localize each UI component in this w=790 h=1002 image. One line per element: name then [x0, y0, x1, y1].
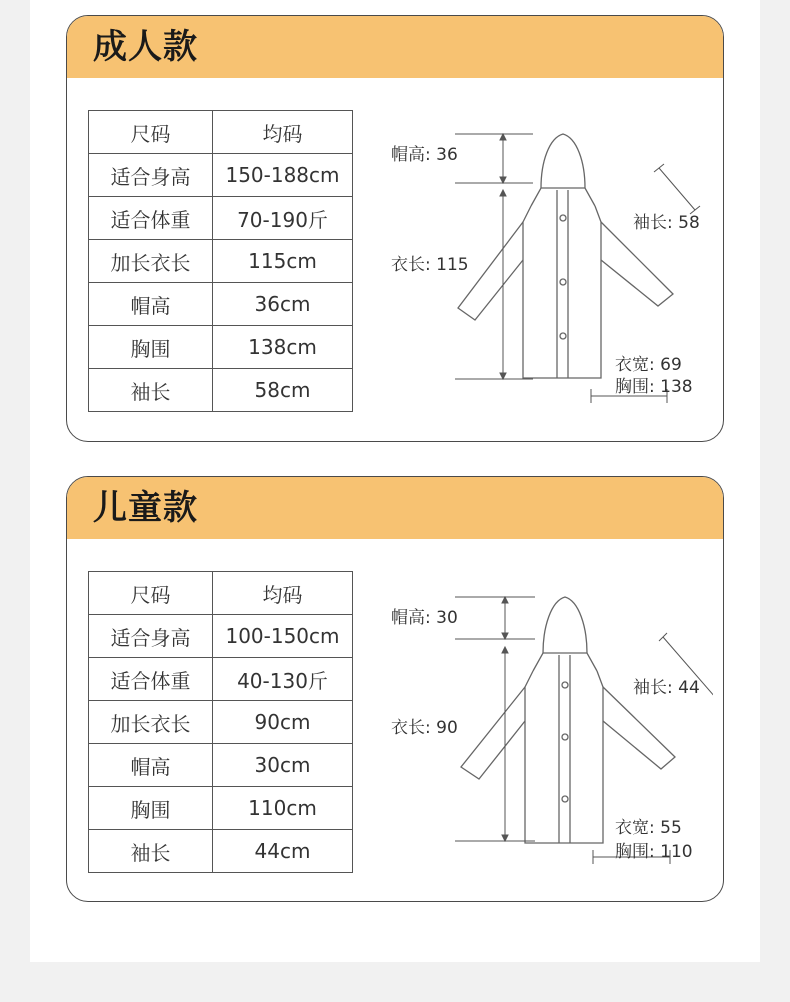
length-label: 衣长: 115	[391, 255, 469, 275]
table-cell-value: 44cm	[213, 830, 353, 873]
table-cell-value: 58cm	[213, 369, 353, 412]
table-cell-value: 100-150cm	[213, 615, 353, 658]
table-cell-key: 帽高	[89, 283, 213, 326]
table-row	[89, 744, 353, 787]
table-cell-value: 40-130斤	[213, 658, 353, 701]
table-cell-value: 36cm	[213, 283, 353, 326]
width-label: 衣宽: 69	[615, 355, 682, 375]
table-cell-value: 150-188cm	[213, 154, 353, 197]
table-cell-value: 115cm	[213, 240, 353, 283]
table-cell-value: 70-190斤	[213, 197, 353, 240]
table-cell-value: 90cm	[213, 701, 353, 744]
hood-height-label: 帽高: 30	[391, 608, 458, 628]
table-row	[89, 615, 353, 658]
width-label: 衣宽: 55	[615, 818, 682, 838]
table-cell-key: 适合身高	[89, 154, 213, 197]
adult-card-title: 成人款	[67, 16, 723, 78]
table-row	[89, 154, 353, 197]
table-row	[89, 701, 353, 744]
table-row	[89, 658, 353, 701]
table-cell-value: 138cm	[213, 326, 353, 369]
table-row	[89, 111, 353, 154]
raincoat-outline-icon	[458, 134, 673, 378]
table-cell-value: 30cm	[213, 744, 353, 787]
table-row	[89, 572, 353, 615]
chest-label: 胸围: 138	[615, 377, 693, 397]
child-size-card	[66, 476, 724, 902]
table-row	[89, 369, 353, 412]
table-cell-key: 帽高	[89, 744, 213, 787]
table-cell-key: 胸围	[89, 787, 213, 830]
raincoat-outline-icon	[461, 597, 675, 843]
child-raincoat-diagram	[383, 571, 713, 891]
table-cell-key: 适合体重	[89, 658, 213, 701]
child-card-title: 儿童款	[67, 477, 723, 539]
table-cell-key: 尺码	[89, 572, 213, 615]
table-cell-key: 加长衣长	[89, 701, 213, 744]
table-cell-key: 加长衣长	[89, 240, 213, 283]
table-row	[89, 283, 353, 326]
adult-size-card	[66, 15, 724, 442]
table-cell-key: 袖长	[89, 830, 213, 873]
table-row	[89, 830, 353, 873]
sleeve-length-label: 袖长: 58	[633, 213, 700, 233]
table-cell-value: 均码	[213, 572, 353, 615]
table-cell-key: 袖长	[89, 369, 213, 412]
table-row	[89, 197, 353, 240]
table-cell-value: 110cm	[213, 787, 353, 830]
sleeve-length-label: 袖长: 44	[633, 678, 700, 698]
chest-label: 胸围: 110	[615, 842, 693, 862]
adult-size-table	[88, 110, 353, 412]
table-row	[89, 326, 353, 369]
table-cell-key: 尺码	[89, 111, 213, 154]
table-cell-key: 适合身高	[89, 615, 213, 658]
length-label: 衣长: 90	[391, 718, 458, 738]
table-cell-key: 适合体重	[89, 197, 213, 240]
table-cell-key: 胸围	[89, 326, 213, 369]
adult-raincoat-diagram	[383, 110, 713, 430]
table-row	[89, 240, 353, 283]
hood-height-label: 帽高: 36	[391, 145, 458, 165]
child-size-table	[88, 571, 353, 873]
table-row	[89, 787, 353, 830]
table-cell-value: 均码	[213, 111, 353, 154]
